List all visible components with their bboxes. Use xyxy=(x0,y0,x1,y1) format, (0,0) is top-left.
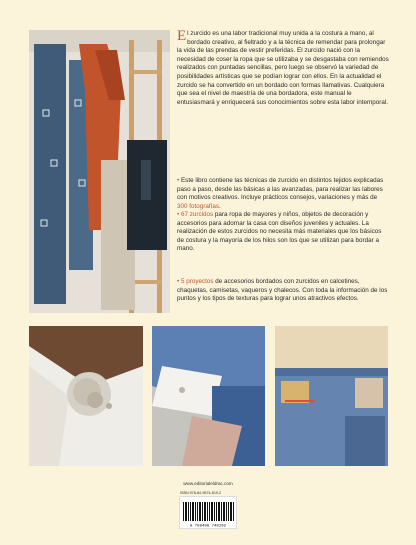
bullet-dot-icon: • xyxy=(177,177,180,184)
intro-paragraph xyxy=(177,30,389,107)
website-url: www.editorialeldrac.com xyxy=(183,481,233,486)
bullet-highlight: 5 proyectos xyxy=(180,278,214,285)
bullet-dot-icon: • xyxy=(177,211,180,218)
bullet-projects xyxy=(177,278,389,304)
bullet-techniques xyxy=(177,177,389,211)
embroidered-collar-photo xyxy=(29,326,143,466)
barcode xyxy=(179,496,237,529)
bullet-text: de accesorios bordados con zurcidos en calcetines, chaquetas, camisetas, vaqueros y chalecos. Con toda la información de los puntos y los tipos de texturas para lograr unos atractivos efectos. xyxy=(177,278,388,303)
intro-text: l zurcido es una labor tradicional muy unida a la costura a mano, al bordado creativo, al fieltrado y a la técnica de remendar para prolongar la vida de las prendas de vestir preferidas. El zurcido nació con la necesidad de coser la ropa que se utilizaba y se desgastaba con remiendos realizados con puntadas sencillas, pero luego se observó la variedad de posibilidades artísticas que se podían lograr con ellos. En la actualidad el zurcido se ha convertido en un bordado con formas llamativas. Cualquiera que sea el nivel de maestría de una bordadora, este manual le entusiasmará y enriquecerá sus conocimientos sobre esta labor intemporal. xyxy=(177,30,389,106)
bullet-highlight: 300 fotografías xyxy=(177,202,220,210)
patched-jeans-photo xyxy=(275,326,388,466)
bullet-dot-icon: • xyxy=(177,278,180,285)
barcode-digits: 9 788498 748192 xyxy=(189,524,227,528)
bullet-text: . xyxy=(219,202,221,210)
bullet-darns xyxy=(177,211,389,254)
drop-cap: E xyxy=(177,28,187,44)
isbn-label: ISBN 978-84-9874-819-2 xyxy=(180,491,222,495)
bullet-highlight: 67 zurcidos xyxy=(180,211,214,218)
bullet-text: para ropa de mayores y niños, objetos de decoración y accesorios para adornar la casa con diseños juveniles y actuales. La realización de estos zurcidos no necesita más materiales que los básicos de costura y la mayoría de los hilos son los que se utilizan para bordar a mano. xyxy=(177,211,382,253)
ladder-with-scarves-photo xyxy=(29,30,170,313)
shirt-cuff-photo xyxy=(152,326,265,466)
bullet-text: Este libro contiene las técnicas de zurcido en distintos tejidos explicadas paso a paso, desde las básicas a las avanzadas, para realizar las labores con motivos creativos. Incluye prácticos consejos, variaciones y más de xyxy=(177,177,384,202)
